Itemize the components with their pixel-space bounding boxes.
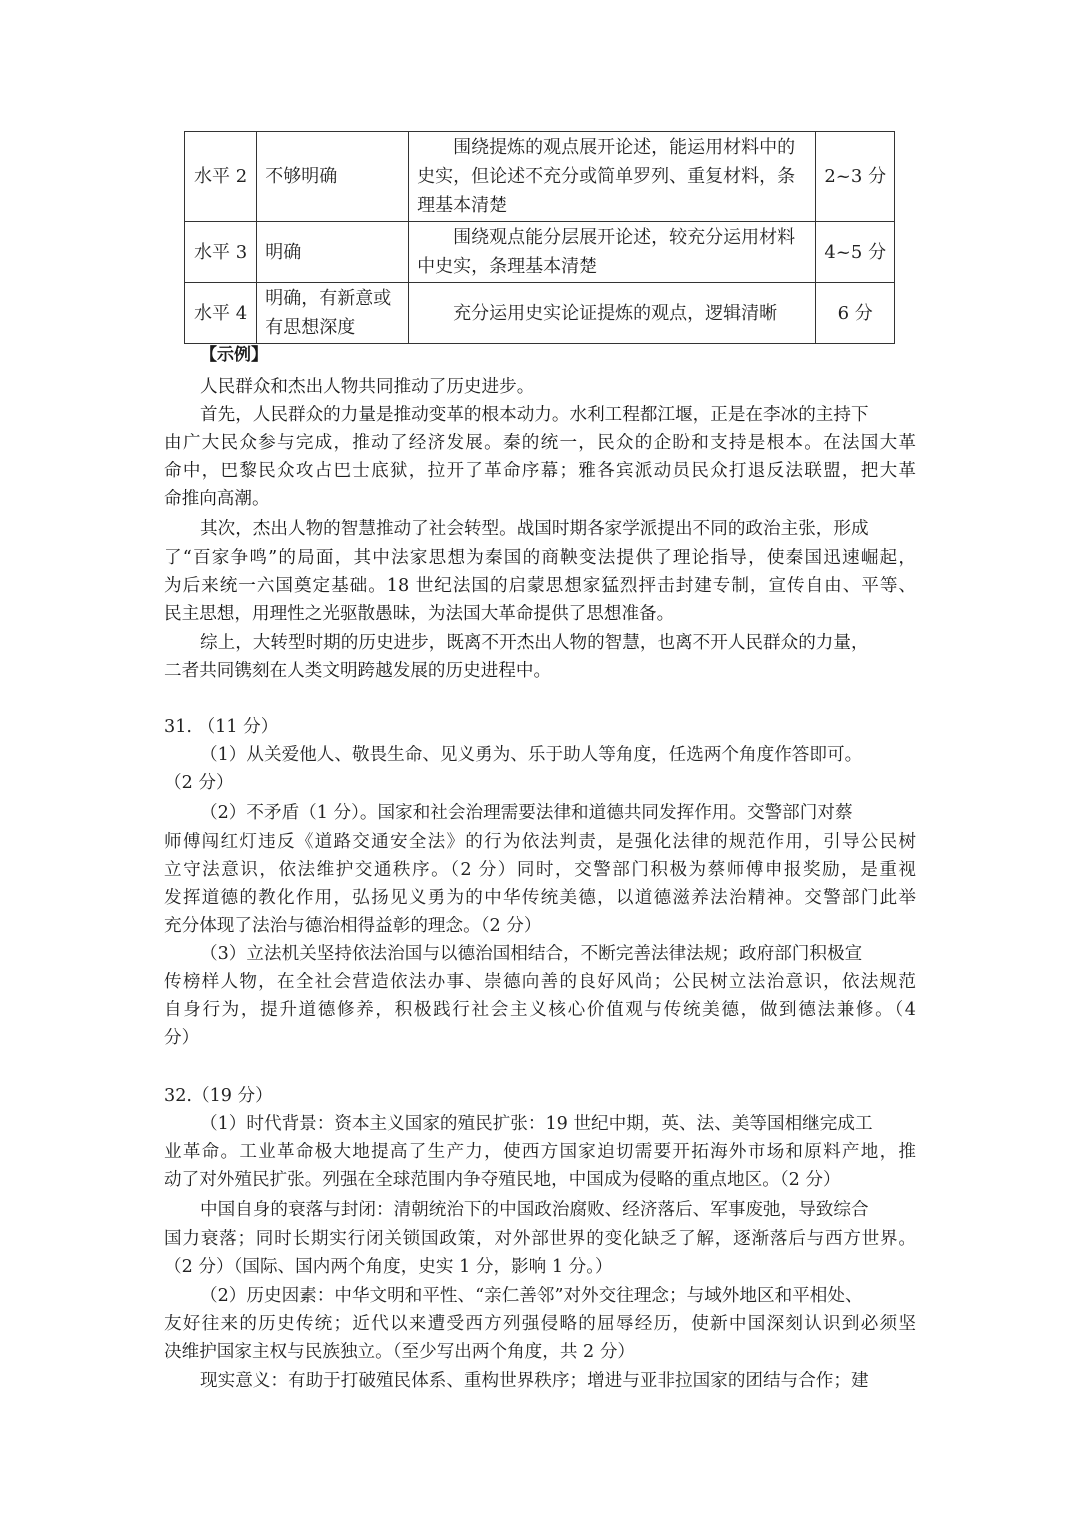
table-row xyxy=(185,222,895,283)
level-cell: 水平 4 xyxy=(185,283,257,344)
q32-line: （2）历史因素：中华文明和平性、“亲仁善邻”对外交往理念；与域外地区和平相处、 xyxy=(200,1286,863,1306)
example-line: 由广大民众参与完成，推动了经济发展。秦的统一，民众的企盼和支持是根本。在法国大革 xyxy=(164,433,916,453)
q32-line: （1）时代背景：资本主义国家的殖民扩张：19 世纪中期，英、法、美等国相继完成工 xyxy=(200,1114,873,1134)
example-heading: 【示例】 xyxy=(200,345,268,365)
example-line: 为后来统一六国奠定基础。18 世纪法国的启蒙思想家猛烈抨击封建专制，宣传自由、平等、 xyxy=(164,576,916,596)
table-row xyxy=(185,132,895,222)
q32-line: （2 分）（国际、国内两个角度，史实 1 分，影响 1 分。） xyxy=(164,1257,613,1277)
example-line: 其次，杰出人物的智慧推动了社会转型。战国时期各家学派提出不同的政治主张，形成 xyxy=(200,519,869,539)
q32-line: 中国自身的衰落与封闭：清朝统治下的中国政治腐败、经济落后、军事废弛，导致综合 xyxy=(200,1200,869,1220)
q32-line: 友好往来的历史传统；近代以来遭受西方列强侵略的屈辱经历，使新中国深刻认识到必须坚 xyxy=(164,1314,916,1334)
q31-line: 充分体现了法治与德治相得益彰的理念。（2 分） xyxy=(164,916,542,936)
q31-line: 传榜样人物，在全社会营造依法办事、崇德向善的良好风尚；公民树立法治意识，依法规范 xyxy=(164,972,916,992)
description-cell: 围绕提炼的观点展开论述，能运用材料中的史实，但论述不充分或简单罗列、重复材料，条理基本清楚 xyxy=(409,132,816,222)
q31-line: 发挥道德的教化作用，弘扬见义勇为的中华传统美德，以道德滋养法治精神。交警部门此举 xyxy=(164,888,916,908)
q31-line: 自身行为，提升道德修养，积极践行社会主义核心价值观与传统美德，做到德法兼修。（4 xyxy=(164,1000,916,1020)
clarity-cell: 明确，有新意或有思想深度 xyxy=(257,283,409,344)
description-cell: 围绕观点能分层展开论述，较充分运用材料中史实，条理基本清楚 xyxy=(409,222,816,283)
q32-line: 业革命。工业革命极大地提高了生产力，使西方国家迫切需要开拓海外市场和原料产地，推 xyxy=(164,1142,916,1162)
score-cell: 4~5 分 xyxy=(816,222,895,283)
q31-line: （2 分） xyxy=(164,773,234,793)
level-cell: 水平 3 xyxy=(185,222,257,283)
score-cell: 6 分 xyxy=(816,283,895,344)
example-line: 综上，大转型时期的历史进步，既离不开杰出人物的智慧，也离不开人民群众的力量， xyxy=(200,633,869,653)
q31-line: 立守法意识，依法维护交通秩序。（2 分）同时，交警部门积极为蔡师傅申报奖励，是重视 xyxy=(164,860,916,880)
q32-line: 动了对外殖民扩张。列强在全球范围内争夺殖民地，中国成为侵略的重点地区。（2 分） xyxy=(164,1170,841,1190)
q31-line: 分） xyxy=(164,1028,200,1048)
q32-line: 国力衰落；同时长期实行闭关锁国政策，对外部世界的变化缺乏了解，逐渐落后与西方世界。 xyxy=(164,1229,916,1249)
q31-title: 31. （11 分） xyxy=(164,717,279,737)
clarity-cell: 明确 xyxy=(257,222,409,283)
q31-line: 师傅闯红灯违反《道路交通安全法》的行为依法判责，是强化法律的规范作用，引导公民树 xyxy=(164,832,916,852)
example-line: 人民群众和杰出人物共同推动了历史进步。 xyxy=(200,377,535,397)
q31-line: （1）从关爱他人、敬畏生命、见义勇为、乐于助人等角度，任选两个角度作答即可。 xyxy=(200,745,863,765)
example-line: 了“百家争鸣”的局面，其中法家思想为秦国的商鞅变法提供了理论指导，使秦国迅速崛起， xyxy=(164,548,916,568)
q32-line: 现实意义：有助于打破殖民体系、重构世界秩序；增进与亚非拉国家的团结与合作；建 xyxy=(200,1371,869,1391)
table-row xyxy=(185,283,895,344)
example-line: 命推向高潮。 xyxy=(164,489,270,509)
q31-line: （3）立法机关坚持依法治国与以德治国相结合，不断完善法律法规；政府部门积极宣 xyxy=(200,944,863,964)
q32-line: 决维护国家主权与民族独立。（至少写出两个角度，共 2 分） xyxy=(164,1342,636,1362)
example-line: 二者共同镌刻在人类文明跨越发展的历史进程中。 xyxy=(164,661,552,681)
q32-title: 32.（19 分） xyxy=(164,1086,273,1106)
score-cell: 2~3 分 xyxy=(816,132,895,222)
example-line: 首先，人民群众的力量是推动变革的根本动力。水利工程都江堰，正是在李冰的主持下 xyxy=(200,405,869,425)
example-line: 命中，巴黎民众攻占巴士底狱，拉开了革命序幕；雅各宾派动员民众打退反法联盟，把大革 xyxy=(164,461,916,481)
description-cell: 充分运用史实论证提炼的观点，逻辑清晰 xyxy=(409,283,816,344)
clarity-cell: 不够明确 xyxy=(257,132,409,222)
level-cell: 水平 2 xyxy=(185,132,257,222)
q31-line: （2）不矛盾（1 分）。国家和社会治理需要法律和道德共同发挥作用。交警部门对蔡 xyxy=(200,803,853,823)
scoring-table xyxy=(184,131,895,344)
example-line: 民主思想，用理性之光驱散愚昧，为法国大革命提供了思想准备。 xyxy=(164,604,675,624)
